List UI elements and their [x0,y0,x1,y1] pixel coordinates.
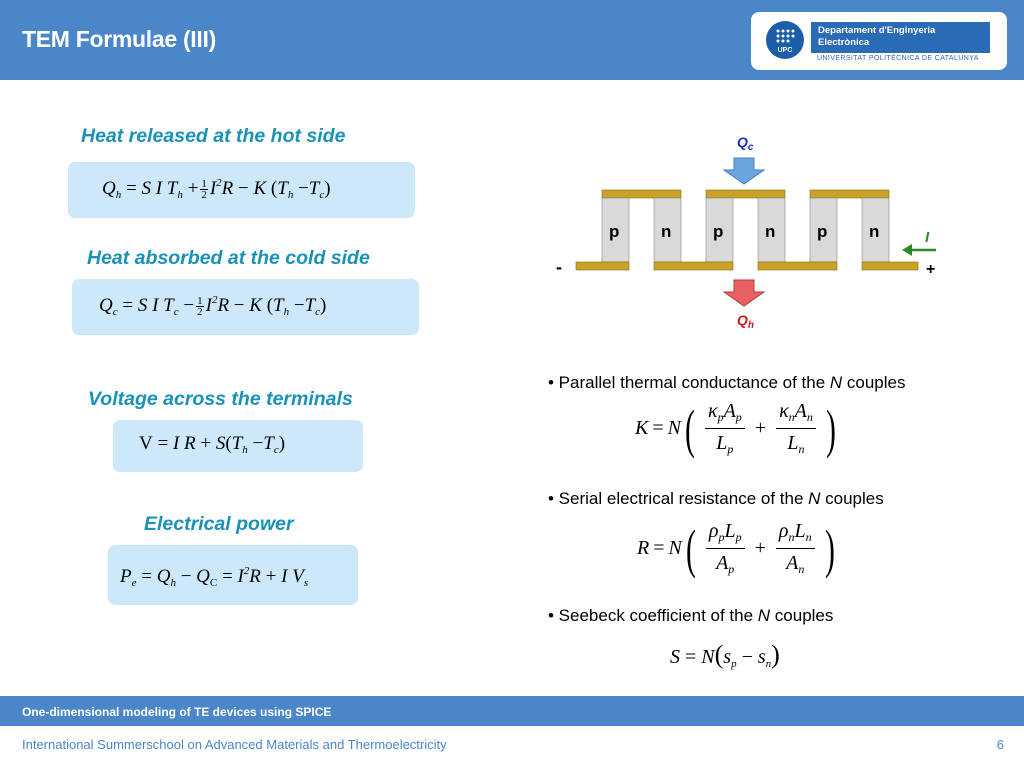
top-conductor [602,190,681,198]
formula-box-voltage [113,420,363,472]
footer-bar-text: One-dimensional modeling of TE devices using SPICE [22,705,332,719]
department-line-2: Electrònica [818,37,870,48]
current-arrow-icon [902,244,936,256]
upc-logo [751,12,1007,70]
upc-seal-icon [766,21,804,59]
formula-power: $P_e = Q_h - Q_C = I^2R + I$ $V_s$ [120,565,309,589]
department-label [811,22,990,53]
te-module-diagram [540,120,960,340]
formula-box-qh [68,162,415,218]
leg-label: n [869,222,880,241]
slide-title: TEM Formulae (III) [22,26,216,52]
qc-arrow-icon [724,158,764,184]
formula-s: $S = N(s_p - s_n)$ [670,640,780,670]
bottom-conductor [576,262,629,270]
university-name: UNIVERSITAT POLITÈCNICA DE CATALUNYA [817,55,979,62]
formula-r: R = N ( $\rho_pL_p$ $A_p$ + $\rho_nL_n$ $A_n$ ) [637,518,835,579]
footer-bar [0,696,1024,726]
leg-label: n [765,222,776,241]
bullet-electrical-resistance: • Serial electrical resistance of the N couples [548,489,884,508]
bullet-thermal-conductance: • Parallel thermal conductance of the N couples [548,373,906,392]
minus-terminal: - [556,257,562,277]
formula-box-qc [72,279,419,335]
plus-terminal: + [926,261,936,278]
bullet-seebeck-coefficient: • Seebeck coefficient of the N couples [548,606,834,625]
heading-cold-side: Heat absorbed at the cold side [87,247,370,269]
seal-text: UPC [777,47,793,54]
formula-box-power [108,545,358,605]
formula-qc: $Q_c = S$ I $T_c$ − $\frac{1}{2}$ $I^2R - K$ $(T_h -T_c)$ [99,294,327,319]
department-line-1: Departament d'Enginyeria [818,25,936,36]
current-label: I [925,229,930,246]
leg-label: p [609,222,620,241]
bottom-conductor [758,262,837,270]
qc-label: $Q_c$ [737,134,754,153]
leg-label: p [817,222,828,241]
formula-qh: $Q_h = S$ I $T_h$ + $\frac{1}{2}$ $I^2R - K$ $(T_h -T_c)$ [102,177,331,202]
formula-voltage: V = I $R + S(T_h -T_c)$ [139,433,286,456]
leg-label: n [661,222,672,241]
top-conductor [810,190,889,198]
leg-label: p [713,222,724,241]
heading-voltage: Voltage across the terminals [88,388,353,410]
heading-hot-side: Heat released at the hot side [81,125,346,147]
heading-power: Electrical power [144,513,294,535]
page-number: 6 [996,737,1004,752]
seal-dots-icon [775,28,795,44]
qh-arrow-icon [724,280,764,306]
top-conductor [706,190,785,198]
bottom-conductor [654,262,733,270]
header-bar [0,0,1024,80]
qh-label: $Q_h$ [737,312,754,331]
formula-k: K = N ( $\kappa_pA_p$ $L_p$ + $\kappa_nA_n$ $L_n$ ) [635,398,836,459]
footer-event-name: International Summerschool on Advanced Materials and Thermoelectricity [22,737,447,752]
bottom-conductor [862,262,918,270]
